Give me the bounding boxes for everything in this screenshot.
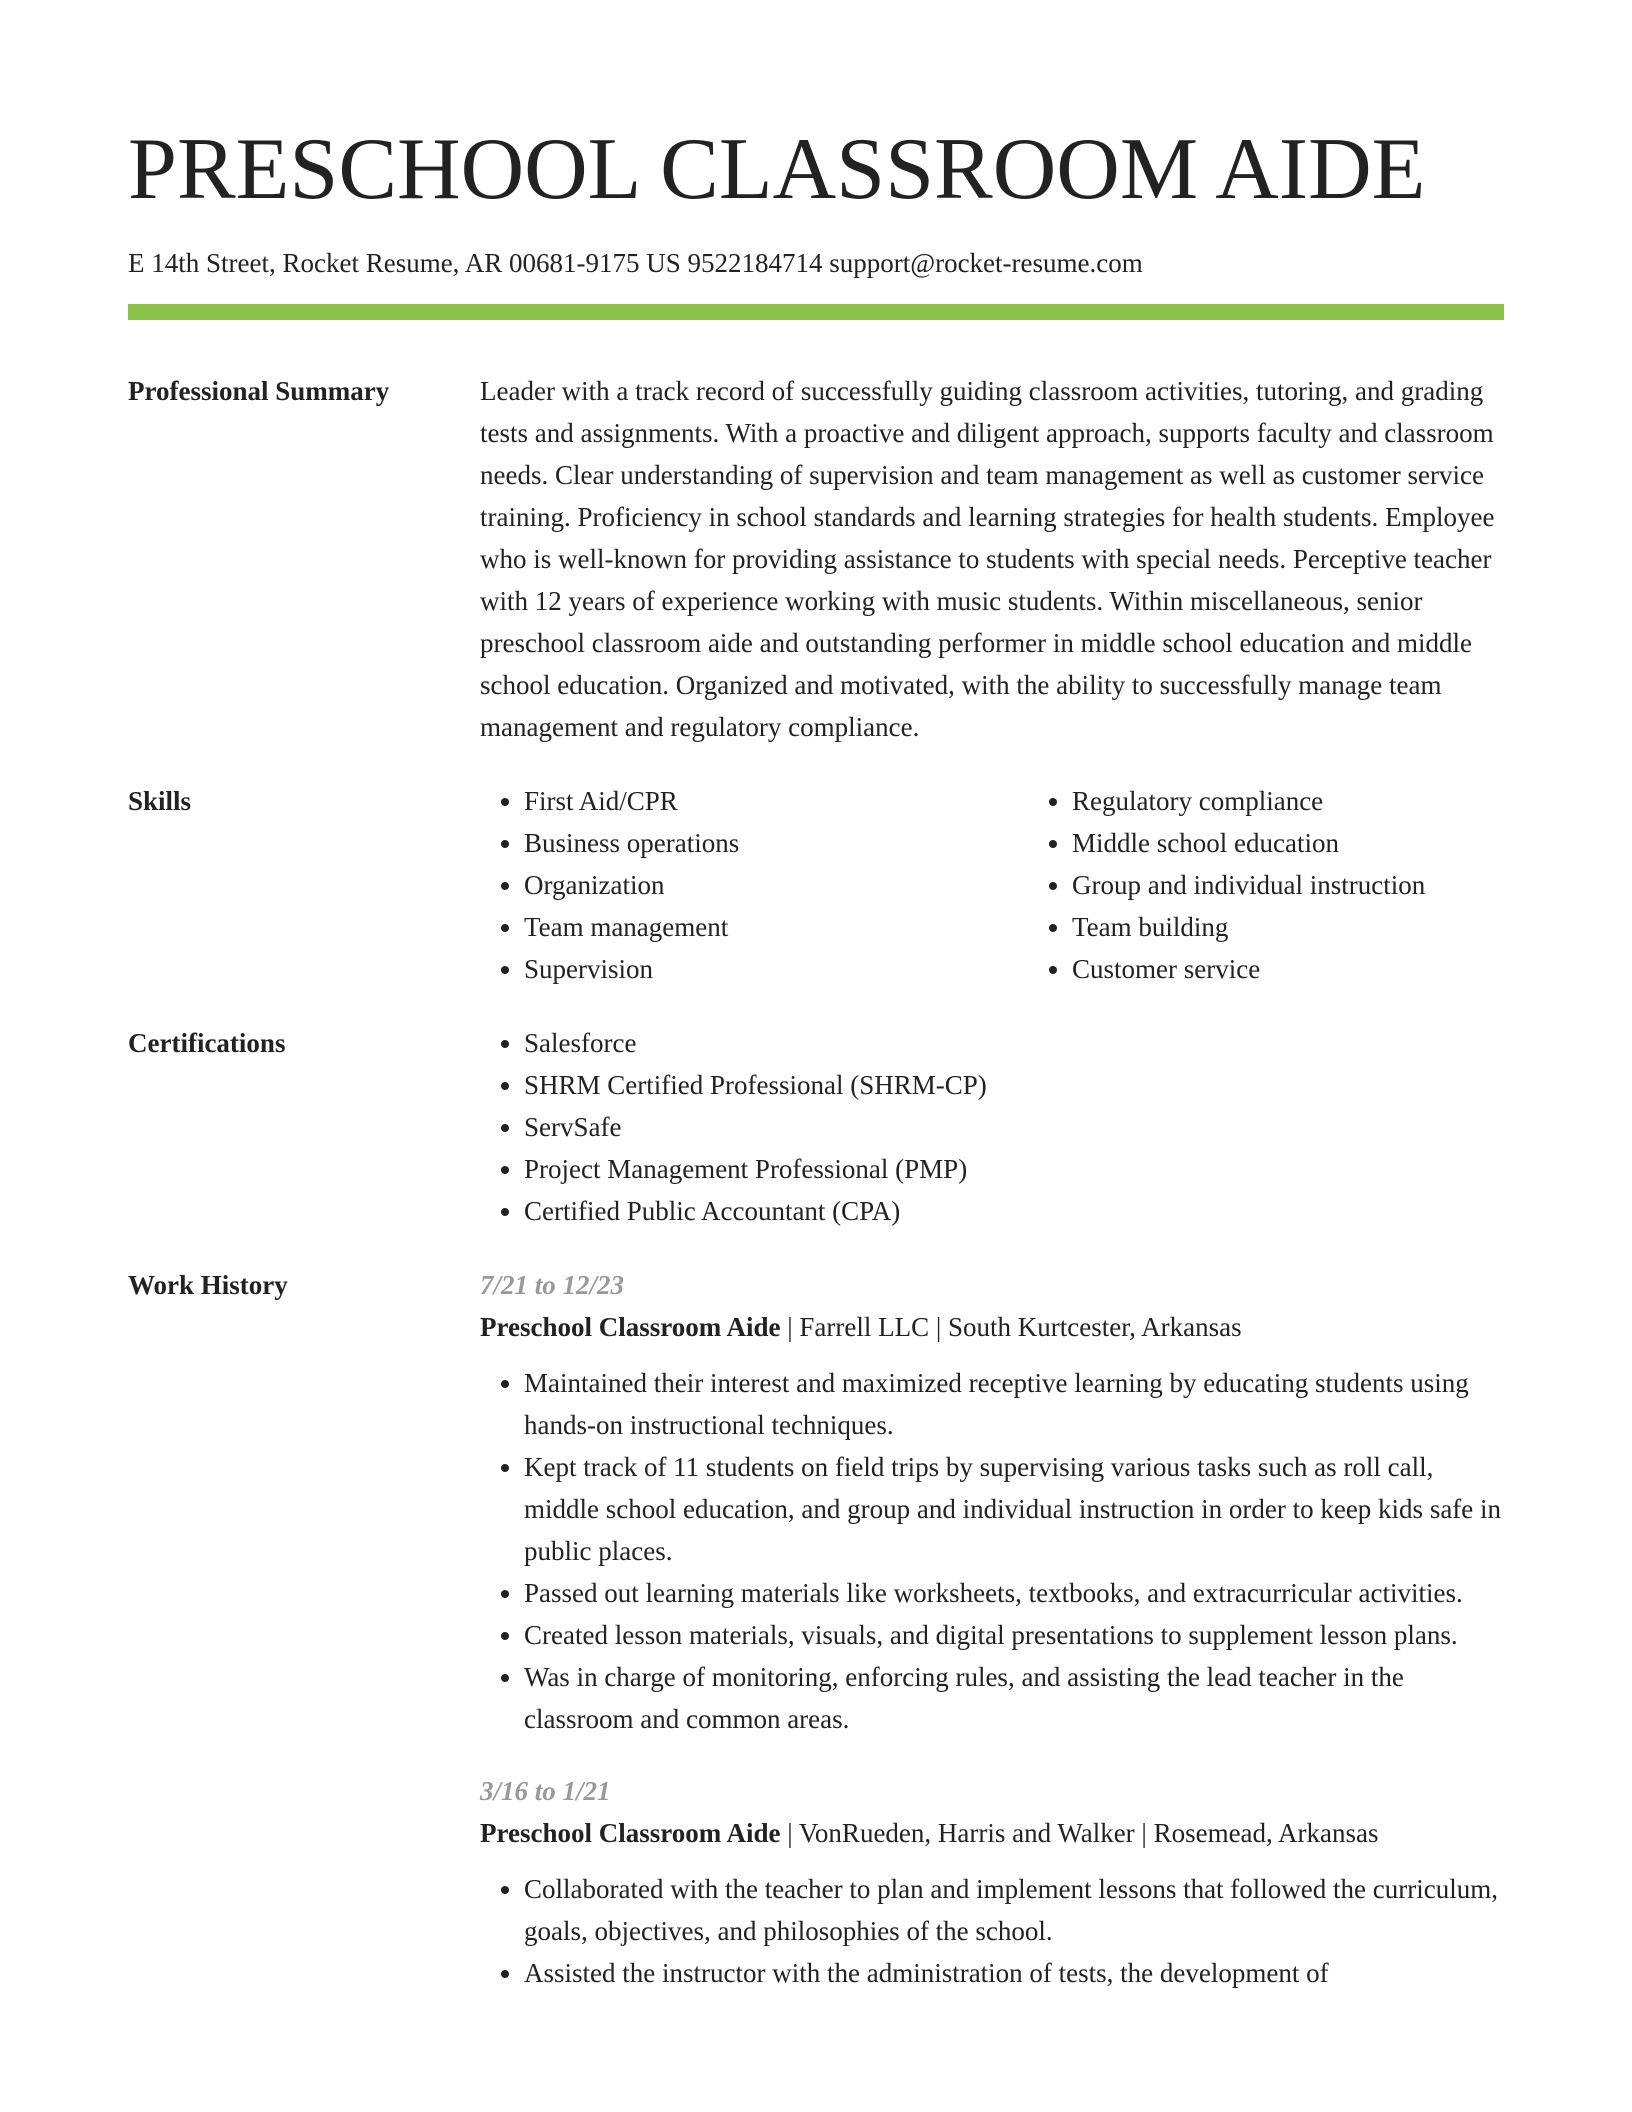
section-label-summary: Professional Summary [128, 376, 390, 406]
skills-list-left [480, 780, 1028, 990]
skill-item: • Regulatory compliance [1072, 780, 1576, 822]
certification-item: • Salesforce [524, 1022, 1504, 1064]
skill-item: • Customer service [1072, 948, 1576, 990]
work-history-body [480, 1264, 1504, 1994]
resume-name: PRESCHOOL CLASSROOM AIDE [128, 121, 1426, 218]
skill-item: • Business operations [524, 822, 1028, 864]
job-bullet: • Collaborated with the teacher to plan and implement lessons that followed the curriculum, goals, objectives, and philosophies of the school. [524, 1868, 1504, 1952]
skill-item: • Group and individual instruction [1072, 864, 1576, 906]
skill-item: • Organization [524, 864, 1028, 906]
job-dates: 7/21 to 12/23 [480, 1270, 625, 1300]
summary-text: Leader with a track record of successfully guiding classroom activities, tutoring, and grading tests and assignments. With a proactive and diligent approach, supports faculty and classroom needs. Clear understanding of supervision and team management as well as customer service training. Proficiency in school standards and learning strategies for health students. Employee who is well-known for providing assistance to students with special needs. Perceptive teacher with 12 years of experience working with music students. Within miscellaneous, senior preschool classroom aide and outstanding performer in middle school education and middle school education. Organized and motivated, with the ability to successfully manage team management and regulatory compliance. [480, 376, 1495, 742]
job-bullet: • Maintained their interest and maximized receptive learning by educating students using hands-on instructional techniques. [524, 1362, 1504, 1446]
job-title: Preschool Classroom Aide [480, 1818, 781, 1848]
job-entry [480, 1264, 1504, 1740]
skills-section [128, 780, 1504, 990]
skill-item: • Team building [1072, 906, 1576, 948]
job-details: | Farrell LLC | South Kurtcester, Arkansas [780, 1312, 1242, 1342]
job-bullet: • Created lesson materials, visuals, and digital presentations to supplement lesson plans. [524, 1614, 1504, 1656]
job-title-line [480, 1812, 1504, 1854]
job-title-line [480, 1306, 1504, 1348]
contact-line: E 14th Street, Rocket Resume, AR 00681-9175 US 9522184714 support@rocket-resume.com [128, 248, 1143, 278]
job-entry [480, 1770, 1504, 1994]
section-label-work-history: Work History [128, 1270, 288, 1300]
job-bullet: • Passed out learning materials like worksheets, textbooks, and extracurricular activities. [524, 1572, 1504, 1614]
certification-item: • SHRM Certified Professional (SHRM-CP) [524, 1064, 1504, 1106]
certifications-body [480, 1022, 1504, 1232]
certification-item: • ServSafe [524, 1106, 1504, 1148]
certifications-section [128, 1022, 1504, 1232]
job-bullet: • Kept track of 11 students on field trips by supervising various tasks such as roll call, middle school education, and group and individual instruction in order to keep kids safe in public places. [524, 1446, 1504, 1572]
accent-divider [128, 304, 1504, 320]
job-dates: 3/16 to 1/21 [480, 1776, 611, 1806]
job-details: | VonRueden, Harris and Walker | Rosemead, Arkansas [780, 1818, 1379, 1848]
skills-grid [480, 780, 1576, 990]
section-label-certifications: Certifications [128, 1028, 286, 1058]
certifications-list [480, 1022, 1504, 1232]
job-bullets [480, 1362, 1504, 1740]
job-bullet: • Assisted the instructor with the administration of tests, the development of [524, 1952, 1504, 1994]
skills-list-right [1028, 780, 1576, 990]
resume-page [128, 0, 1504, 1994]
skill-item: • Supervision [524, 948, 1028, 990]
skill-item: • First Aid/CPR [524, 780, 1028, 822]
work-history-section [128, 1264, 1504, 1994]
skill-item: • Team management [524, 906, 1028, 948]
summary-section [128, 370, 1504, 748]
skill-item: • Middle school education [1072, 822, 1576, 864]
certification-item: • Certified Public Accountant (CPA) [524, 1190, 1504, 1232]
certification-item: • Project Management Professional (PMP) [524, 1148, 1504, 1190]
section-label-skills: Skills [128, 786, 192, 816]
summary-body [480, 370, 1504, 748]
job-bullets [480, 1868, 1504, 1994]
job-title: Preschool Classroom Aide [480, 1312, 781, 1342]
job-bullet: • Was in charge of monitoring, enforcing rules, and assisting the lead teacher in the classroom and common areas. [524, 1656, 1504, 1740]
